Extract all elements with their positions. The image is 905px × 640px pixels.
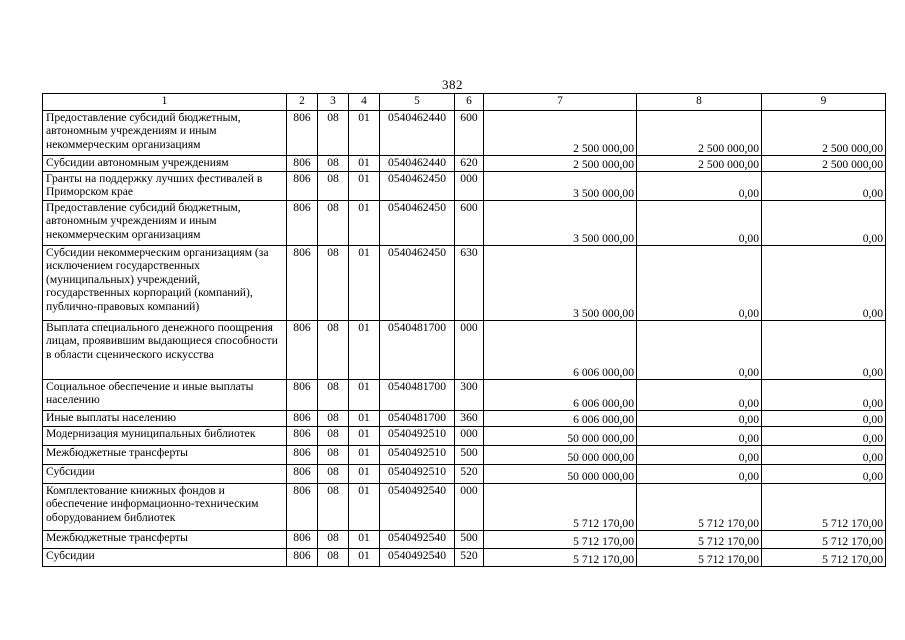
- row-code-subsection: 01: [349, 156, 380, 172]
- row-amount-col9: 5 712 170,00: [762, 484, 886, 531]
- row-amount-col8: 0,00: [637, 172, 762, 201]
- row-code-section: 08: [318, 411, 349, 427]
- row-code-main-admin: 806: [287, 465, 318, 484]
- row-amount-col9: 0,00: [762, 321, 886, 380]
- table-row: [43, 446, 886, 465]
- row-code-target-article: 0540462450: [380, 172, 455, 201]
- row-code-target-article: 0540492510: [380, 465, 455, 484]
- row-amount-col7: 3 500 000,00: [484, 172, 637, 201]
- row-code-main-admin: 806: [287, 549, 318, 567]
- row-amount-col8: 0,00: [637, 446, 762, 465]
- table-row: [43, 321, 886, 380]
- row-code-subsection: 01: [349, 549, 380, 567]
- row-code-subsection: 01: [349, 201, 380, 246]
- row-code-subsection: 01: [349, 111, 380, 156]
- row-name-cell: Выплата специального денежного поощрения лицам, проявившим выдающиеся способности в области сценического искусства: [43, 321, 287, 380]
- row-code-section: 08: [318, 111, 349, 156]
- row-amount-col8: 2 500 000,00: [637, 156, 762, 172]
- row-amount-col9: 0,00: [762, 380, 886, 411]
- row-code-target-article: 0540462440: [380, 111, 455, 156]
- row-amount-col7: 3 500 000,00: [484, 246, 637, 321]
- row-code-main-admin: 806: [287, 531, 318, 549]
- row-code-subsection: 01: [349, 427, 380, 446]
- row-code-expense-type: 520: [455, 465, 484, 484]
- table-row: [43, 111, 886, 156]
- row-code-expense-type: 630: [455, 246, 484, 321]
- row-code-target-article: 0540481700: [380, 411, 455, 427]
- row-amount-col7: 3 500 000,00: [484, 201, 637, 246]
- row-amount-col9: 0,00: [762, 446, 886, 465]
- row-code-target-article: 0540462440: [380, 156, 455, 172]
- row-code-expense-type: 000: [455, 427, 484, 446]
- row-code-expense-type: 000: [455, 484, 484, 531]
- row-amount-col7: 5 712 170,00: [484, 531, 637, 549]
- row-amount-col8: 0,00: [637, 465, 762, 484]
- row-code-section: 08: [318, 549, 349, 567]
- row-code-section: 08: [318, 321, 349, 380]
- row-amount-col7: 50 000 000,00: [484, 465, 637, 484]
- table-body: [43, 94, 886, 567]
- row-name-cell: Предоставление субсидий бюджетным, автономным учреждениям и иным некоммерческим организациям: [43, 111, 287, 156]
- row-code-expense-type: 360: [455, 411, 484, 427]
- row-code-main-admin: 806: [287, 446, 318, 465]
- row-code-subsection: 01: [349, 380, 380, 411]
- header-cell-col8: 8: [637, 94, 762, 111]
- row-code-target-article: 0540492540: [380, 549, 455, 567]
- row-amount-col8: 0,00: [637, 321, 762, 380]
- row-amount-col9: 0,00: [762, 201, 886, 246]
- row-name-cell: Социальное обеспечение и иные выплаты населению: [43, 380, 287, 411]
- row-code-target-article: 0540481700: [380, 380, 455, 411]
- table-row: [43, 427, 886, 446]
- row-code-main-admin: 806: [287, 321, 318, 380]
- row-code-section: 08: [318, 246, 349, 321]
- table-row: [43, 484, 886, 531]
- row-code-target-article: 0540492510: [380, 446, 455, 465]
- row-amount-col9: 0,00: [762, 246, 886, 321]
- header-cell-col1: 1: [43, 94, 287, 111]
- row-amount-col7: 50 000 000,00: [484, 427, 637, 446]
- row-code-expense-type: 600: [455, 111, 484, 156]
- row-amount-col8: 0,00: [637, 201, 762, 246]
- header-cell-col7: 7: [484, 94, 637, 111]
- row-code-section: 08: [318, 380, 349, 411]
- row-amount-col7: 50 000 000,00: [484, 446, 637, 465]
- row-code-expense-type: 620: [455, 156, 484, 172]
- row-amount-col9: 0,00: [762, 411, 886, 427]
- row-code-main-admin: 806: [287, 484, 318, 531]
- row-code-section: 08: [318, 446, 349, 465]
- table-header-row: [43, 94, 886, 111]
- row-amount-col7: 5 712 170,00: [484, 484, 637, 531]
- row-amount-col8: 0,00: [637, 246, 762, 321]
- row-code-main-admin: 806: [287, 380, 318, 411]
- row-code-main-admin: 806: [287, 201, 318, 246]
- row-amount-col9: 5 712 170,00: [762, 549, 886, 567]
- budget-table: [42, 93, 886, 567]
- row-code-expense-type: 500: [455, 446, 484, 465]
- row-amount-col9: 2 500 000,00: [762, 156, 886, 172]
- row-amount-col9: 2 500 000,00: [762, 111, 886, 156]
- row-name-cell: Субсидии автономным учреждениям: [43, 156, 287, 172]
- row-code-subsection: 01: [349, 321, 380, 380]
- row-name-cell: Комплектование книжных фондов и обеспечение информационно-техническим оборудованием библиотек: [43, 484, 287, 531]
- row-code-section: 08: [318, 172, 349, 201]
- row-code-subsection: 01: [349, 446, 380, 465]
- row-code-main-admin: 806: [287, 172, 318, 201]
- row-name-cell: Межбюджетные трансферты: [43, 531, 287, 549]
- row-amount-col8: 0,00: [637, 411, 762, 427]
- row-name-cell: Межбюджетные трансферты: [43, 446, 287, 465]
- row-code-subsection: 01: [349, 246, 380, 321]
- row-code-expense-type: 500: [455, 531, 484, 549]
- row-amount-col7: 6 006 000,00: [484, 411, 637, 427]
- row-amount-col7: 2 500 000,00: [484, 156, 637, 172]
- row-amount-col9: 0,00: [762, 465, 886, 484]
- row-amount-col8: 0,00: [637, 427, 762, 446]
- header-cell-col6: 6: [455, 94, 484, 111]
- row-code-expense-type: 520: [455, 549, 484, 567]
- row-amount-col8: 5 712 170,00: [637, 531, 762, 549]
- row-name-cell: Субсидии: [43, 549, 287, 567]
- row-code-expense-type: 600: [455, 201, 484, 246]
- row-code-section: 08: [318, 484, 349, 531]
- row-name-cell: Иные выплаты населению: [43, 411, 287, 427]
- row-code-subsection: 01: [349, 531, 380, 549]
- header-cell-col9: 9: [762, 94, 886, 111]
- header-cell-col2: 2: [287, 94, 318, 111]
- row-code-target-article: 0540462450: [380, 246, 455, 321]
- row-code-subsection: 01: [349, 172, 380, 201]
- table-row: [43, 246, 886, 321]
- row-code-main-admin: 806: [287, 246, 318, 321]
- header-cell-col3: 3: [318, 94, 349, 111]
- page-number: 382: [442, 77, 463, 92]
- row-code-main-admin: 806: [287, 111, 318, 156]
- row-code-section: 08: [318, 156, 349, 172]
- row-code-target-article: 0540481700: [380, 321, 455, 380]
- row-code-expense-type: 000: [455, 172, 484, 201]
- row-code-main-admin: 806: [287, 427, 318, 446]
- row-code-section: 08: [318, 201, 349, 246]
- row-amount-col8: 5 712 170,00: [637, 549, 762, 567]
- row-code-target-article: 0540492510: [380, 427, 455, 446]
- row-code-target-article: 0540492540: [380, 484, 455, 531]
- row-code-subsection: 01: [349, 465, 380, 484]
- row-code-main-admin: 806: [287, 156, 318, 172]
- row-amount-col8: 2 500 000,00: [637, 111, 762, 156]
- row-code-subsection: 01: [349, 411, 380, 427]
- row-name-cell: Предоставление субсидий бюджетным, автономным учреждениям и иным некоммерческим организациям: [43, 201, 287, 246]
- row-name-cell: Субсидии некоммерческим организациям (за исключением государственных (муниципальных) учреждений, государственных корпораций (компаний), публично-правовых компаний): [43, 246, 287, 321]
- row-name-cell: Субсидии: [43, 465, 287, 484]
- row-code-expense-type: 300: [455, 380, 484, 411]
- row-code-subsection: 01: [349, 484, 380, 531]
- table-row: [43, 549, 886, 567]
- row-code-expense-type: 000: [455, 321, 484, 380]
- row-amount-col7: 2 500 000,00: [484, 111, 637, 156]
- row-code-target-article: 0540492540: [380, 531, 455, 549]
- table-row: [43, 172, 886, 201]
- table-row: [43, 201, 886, 246]
- row-amount-col9: 5 712 170,00: [762, 531, 886, 549]
- table-row: [43, 380, 886, 411]
- header-cell-col4: 4: [349, 94, 380, 111]
- row-amount-col9: 0,00: [762, 172, 886, 201]
- row-code-section: 08: [318, 531, 349, 549]
- table-row: [43, 465, 886, 484]
- table-row: [43, 531, 886, 549]
- header-cell-col5: 5: [380, 94, 455, 111]
- row-code-main-admin: 806: [287, 411, 318, 427]
- row-name-cell: Модернизация муниципальных библиотек: [43, 427, 287, 446]
- row-code-section: 08: [318, 427, 349, 446]
- row-amount-col8: 5 712 170,00: [637, 484, 762, 531]
- row-code-target-article: 0540462450: [380, 201, 455, 246]
- table-row: [43, 156, 886, 172]
- row-amount-col9: 0,00: [762, 427, 886, 446]
- row-amount-col7: 6 006 000,00: [484, 321, 637, 380]
- row-name-cell: Гранты на поддержку лучших фестивалей в Приморском крае: [43, 172, 287, 201]
- table-row: [43, 411, 886, 427]
- row-amount-col7: 5 712 170,00: [484, 549, 637, 567]
- row-code-section: 08: [318, 465, 349, 484]
- row-amount-col7: 6 006 000,00: [484, 380, 637, 411]
- row-amount-col8: 0,00: [637, 380, 762, 411]
